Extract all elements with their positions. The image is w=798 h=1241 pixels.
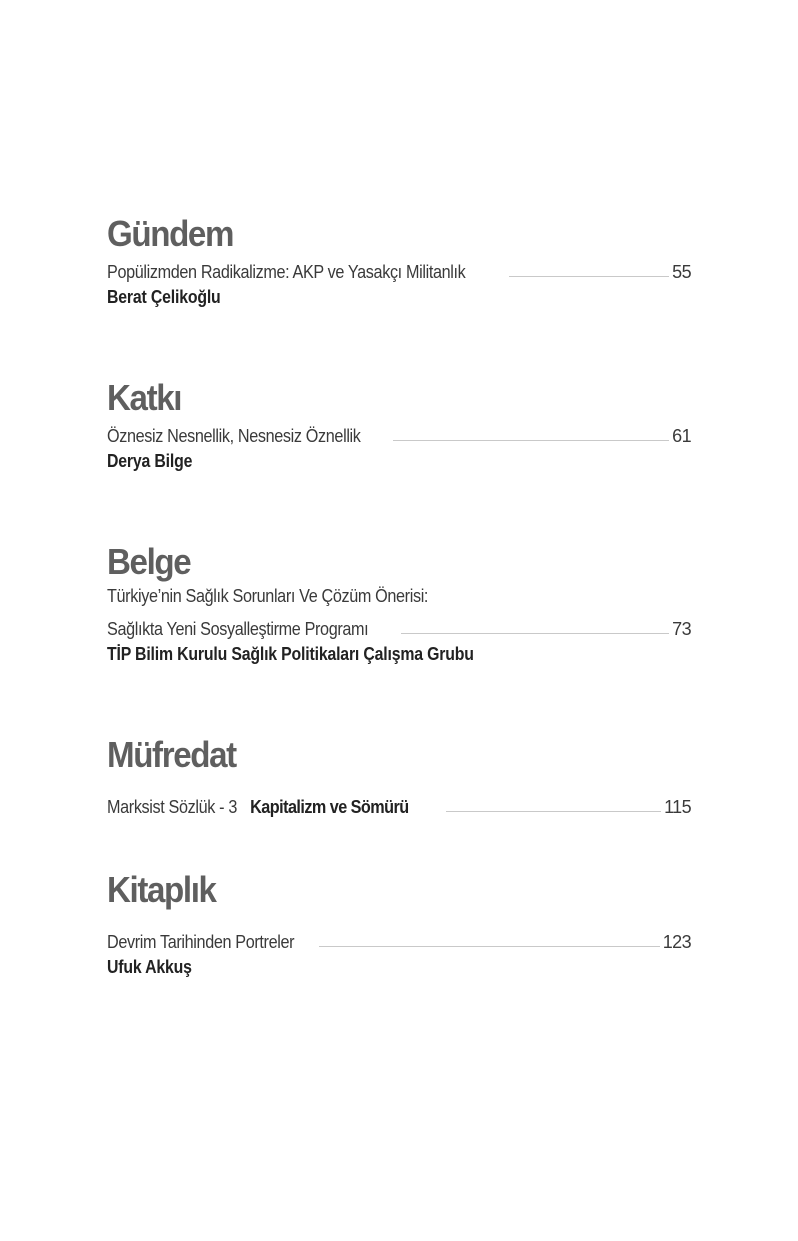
section-heading: Müfredat [107,734,236,775]
dot-leader [446,811,661,812]
toc-entry[interactable] [107,789,691,818]
entry-title: Sağlıkta Yeni Sosyalleştirme Programı [107,619,369,639]
entry-author: Berat Çelikoğlu [107,287,221,307]
section-belge [107,542,691,669]
page-number: 61 [672,426,691,446]
section-mufredat [107,735,691,818]
dot-leader [509,276,669,277]
toc-entry[interactable] [107,611,691,640]
section-heading: Belge [107,541,191,582]
entry-subtitle: Kapitalizm ve Sömürü [250,797,409,817]
section-gundem [107,214,691,312]
entry-title: Öznesiz Nesnellik, Nesnesiz Öznellik [107,426,361,446]
toc-entry[interactable] [107,254,691,283]
dot-leader [393,440,669,441]
section-heading: Gündem [107,213,234,254]
entry-author: Derya Bilge [107,451,193,471]
toc-entry[interactable] [107,924,691,953]
section-heading: Kitaplık [107,869,216,910]
section-katki [107,378,691,476]
page-number: 115 [664,797,691,817]
page-number: 123 [662,932,691,952]
section-heading: Katkı [107,377,182,418]
dot-leader [319,946,660,947]
entry-title-line1: Türkiye’nin Sağlık Sorunları Ve Çözüm Önerisi: [107,586,429,606]
entry-title: Popülizmden Radikalizme: AKP ve Yasakçı Militanlık [107,262,466,282]
page-number: 73 [672,619,691,639]
section-kitaplik [107,870,691,982]
entry-title-group [107,797,409,818]
dot-leader [401,633,669,634]
entry-author: TİP Bilim Kurulu Sağlık Politikaları Çalışma Grubu [107,644,474,664]
toc-entry[interactable] [107,418,691,447]
entry-title: Marksist Sözlük - 3 [107,797,237,817]
entry-author: Ufuk Akkuş [107,957,192,977]
page-number: 55 [672,262,691,282]
entry-title: Devrim Tarihinden Portreler [107,932,295,952]
